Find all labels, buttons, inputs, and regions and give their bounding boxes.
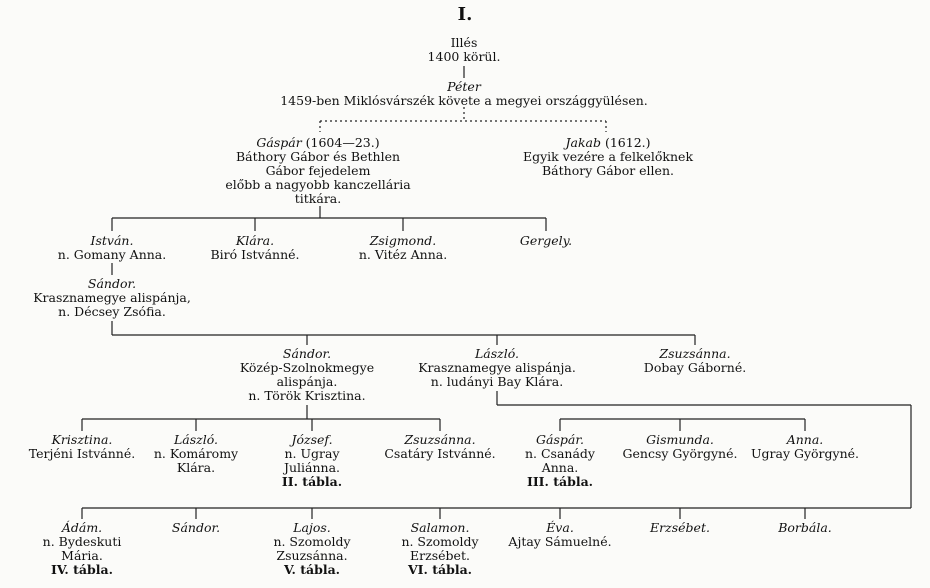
person-detail: alispánja. — [276, 374, 338, 389]
person-detail: Báthory Gábor ellen. — [542, 163, 674, 178]
person-detail: Mária. — [61, 548, 103, 563]
person-name: Zsuzsánna. — [659, 346, 731, 361]
person-name: Gáspár — [256, 135, 302, 150]
person-name: Borbála. — [778, 520, 832, 535]
person-salamon — [401, 521, 478, 577]
person-jozsef — [282, 433, 342, 489]
person-laszlo-2 — [154, 433, 238, 475]
person-name: Ádám. — [61, 520, 103, 535]
person-name-line — [225, 136, 410, 150]
person-detail: Juliánna. — [283, 460, 341, 475]
person-name: Sándor. — [282, 346, 332, 361]
person-detail: Zsuzsánna. — [276, 548, 348, 563]
person-name: Krisztina. — [51, 432, 113, 447]
person-detail: Báthory Gábor és Bethlen — [235, 149, 401, 164]
person-detail: előbb a nagyobb kanczellária — [225, 177, 411, 192]
person-name: Péter — [447, 79, 481, 94]
person-detail: 1400 körül. — [427, 49, 501, 64]
person-eva — [508, 521, 611, 549]
person-detail: Klára. — [176, 460, 216, 475]
person-name: Gergely. — [519, 233, 573, 248]
table-reference: IV. tábla. — [51, 562, 113, 577]
person-detail: Ugray Györgyné. — [750, 446, 860, 461]
person-name: Zsigmond. — [369, 233, 437, 248]
person-detail: Gábor fejedelem — [265, 163, 371, 178]
person-detail: n. Komáromy — [153, 446, 239, 461]
person-illes — [428, 36, 501, 64]
person-sandor-1 — [33, 277, 191, 319]
person-erzsebet — [650, 521, 710, 535]
person-borbala — [778, 521, 832, 535]
person-name: Klára. — [235, 233, 275, 248]
person-detail: n. Szomoldy — [273, 534, 351, 549]
person-name: Salamon. — [410, 520, 470, 535]
person-detail: n. Ugray — [284, 446, 340, 461]
person-zsuzsanna-1 — [644, 347, 746, 375]
person-detail: Terjéni Istvánné. — [28, 446, 136, 461]
person-sandor-3 — [172, 521, 220, 535]
person-detail: Csatáry Istvánné. — [384, 446, 496, 461]
person-name: Illés — [450, 35, 478, 50]
person-detail: n. Décsey Zsófia. — [58, 304, 166, 319]
person-name: József. — [291, 432, 333, 447]
person-name: Sándor. — [171, 520, 221, 535]
person-detail: Dobay Gáborné. — [643, 360, 747, 375]
person-detail: n. Bydeskuti — [42, 534, 122, 549]
person-zsuzsanna-2 — [384, 433, 495, 461]
person-adam — [43, 521, 122, 577]
person-detail: n. Török Krisztina. — [248, 388, 366, 403]
person-lajos — [273, 521, 350, 577]
person-peter — [280, 80, 648, 108]
person-detail: Krasznamegye alispánja. — [418, 360, 576, 375]
person-anna — [751, 433, 859, 461]
person-name: Éva. — [546, 520, 574, 535]
person-krisztina — [29, 433, 135, 461]
person-gismunda — [623, 433, 738, 461]
person-istvan — [58, 234, 166, 262]
person-detail: n. Vitéz Anna. — [358, 247, 448, 262]
person-name: Anna. — [786, 432, 824, 447]
person-detail: Közép-Szolnokmegye — [239, 360, 375, 375]
person-years: (1612.) — [600, 135, 651, 150]
table-reference: V. tábla. — [283, 562, 341, 577]
person-laszlo-1 — [418, 347, 576, 389]
person-zsigmond — [359, 234, 447, 262]
person-detail: Gencsy Györgyné. — [622, 446, 738, 461]
person-name-line — [523, 136, 693, 150]
person-name: Sándor. — [87, 276, 137, 291]
person-detail: Krasznamegye alispánja, — [33, 290, 191, 305]
table-reference: VI. tábla. — [407, 562, 473, 577]
person-jakab — [523, 136, 693, 178]
person-name: Erzsébet. — [650, 520, 710, 535]
person-name: Jakab — [565, 135, 601, 150]
person-gergely — [520, 234, 572, 248]
person-detail: Biró Istvánné. — [210, 247, 300, 262]
person-detail: 1459-ben Miklósvárszék követe a megyei országgyülésen. — [280, 93, 648, 108]
table-reference: III. tábla. — [526, 474, 594, 489]
person-detail: titkára. — [294, 191, 342, 206]
person-klara — [210, 234, 299, 262]
person-detail: n. Gomany Anna. — [57, 247, 167, 262]
person-gaspar-1 — [225, 136, 410, 206]
person-name: László. — [474, 346, 520, 361]
table-reference: II. tábla. — [281, 474, 343, 489]
person-gaspar-2 — [525, 433, 595, 489]
person-sandor-2 — [240, 347, 374, 403]
person-name: Zsuzsánna. — [404, 432, 476, 447]
person-name: Gáspár. — [536, 432, 584, 447]
person-detail: n. ludányi Bay Klára. — [430, 374, 564, 389]
person-years: (1604—23.) — [301, 135, 380, 150]
person-name: Lajos. — [293, 520, 331, 535]
person-name: Gismunda. — [646, 432, 714, 447]
table-title: I. — [457, 4, 473, 25]
person-detail: n. Szomoldy — [401, 534, 479, 549]
person-detail: Ajtay Sámuelné. — [508, 534, 612, 549]
person-detail: Erzsébet. — [410, 548, 470, 563]
person-name: László. — [173, 432, 219, 447]
person-detail: Egyik vezére a felkelőknek — [522, 149, 694, 164]
person-detail: n. Csanády — [525, 446, 595, 461]
person-name: István. — [90, 233, 134, 248]
person-detail: Anna. — [541, 460, 579, 475]
